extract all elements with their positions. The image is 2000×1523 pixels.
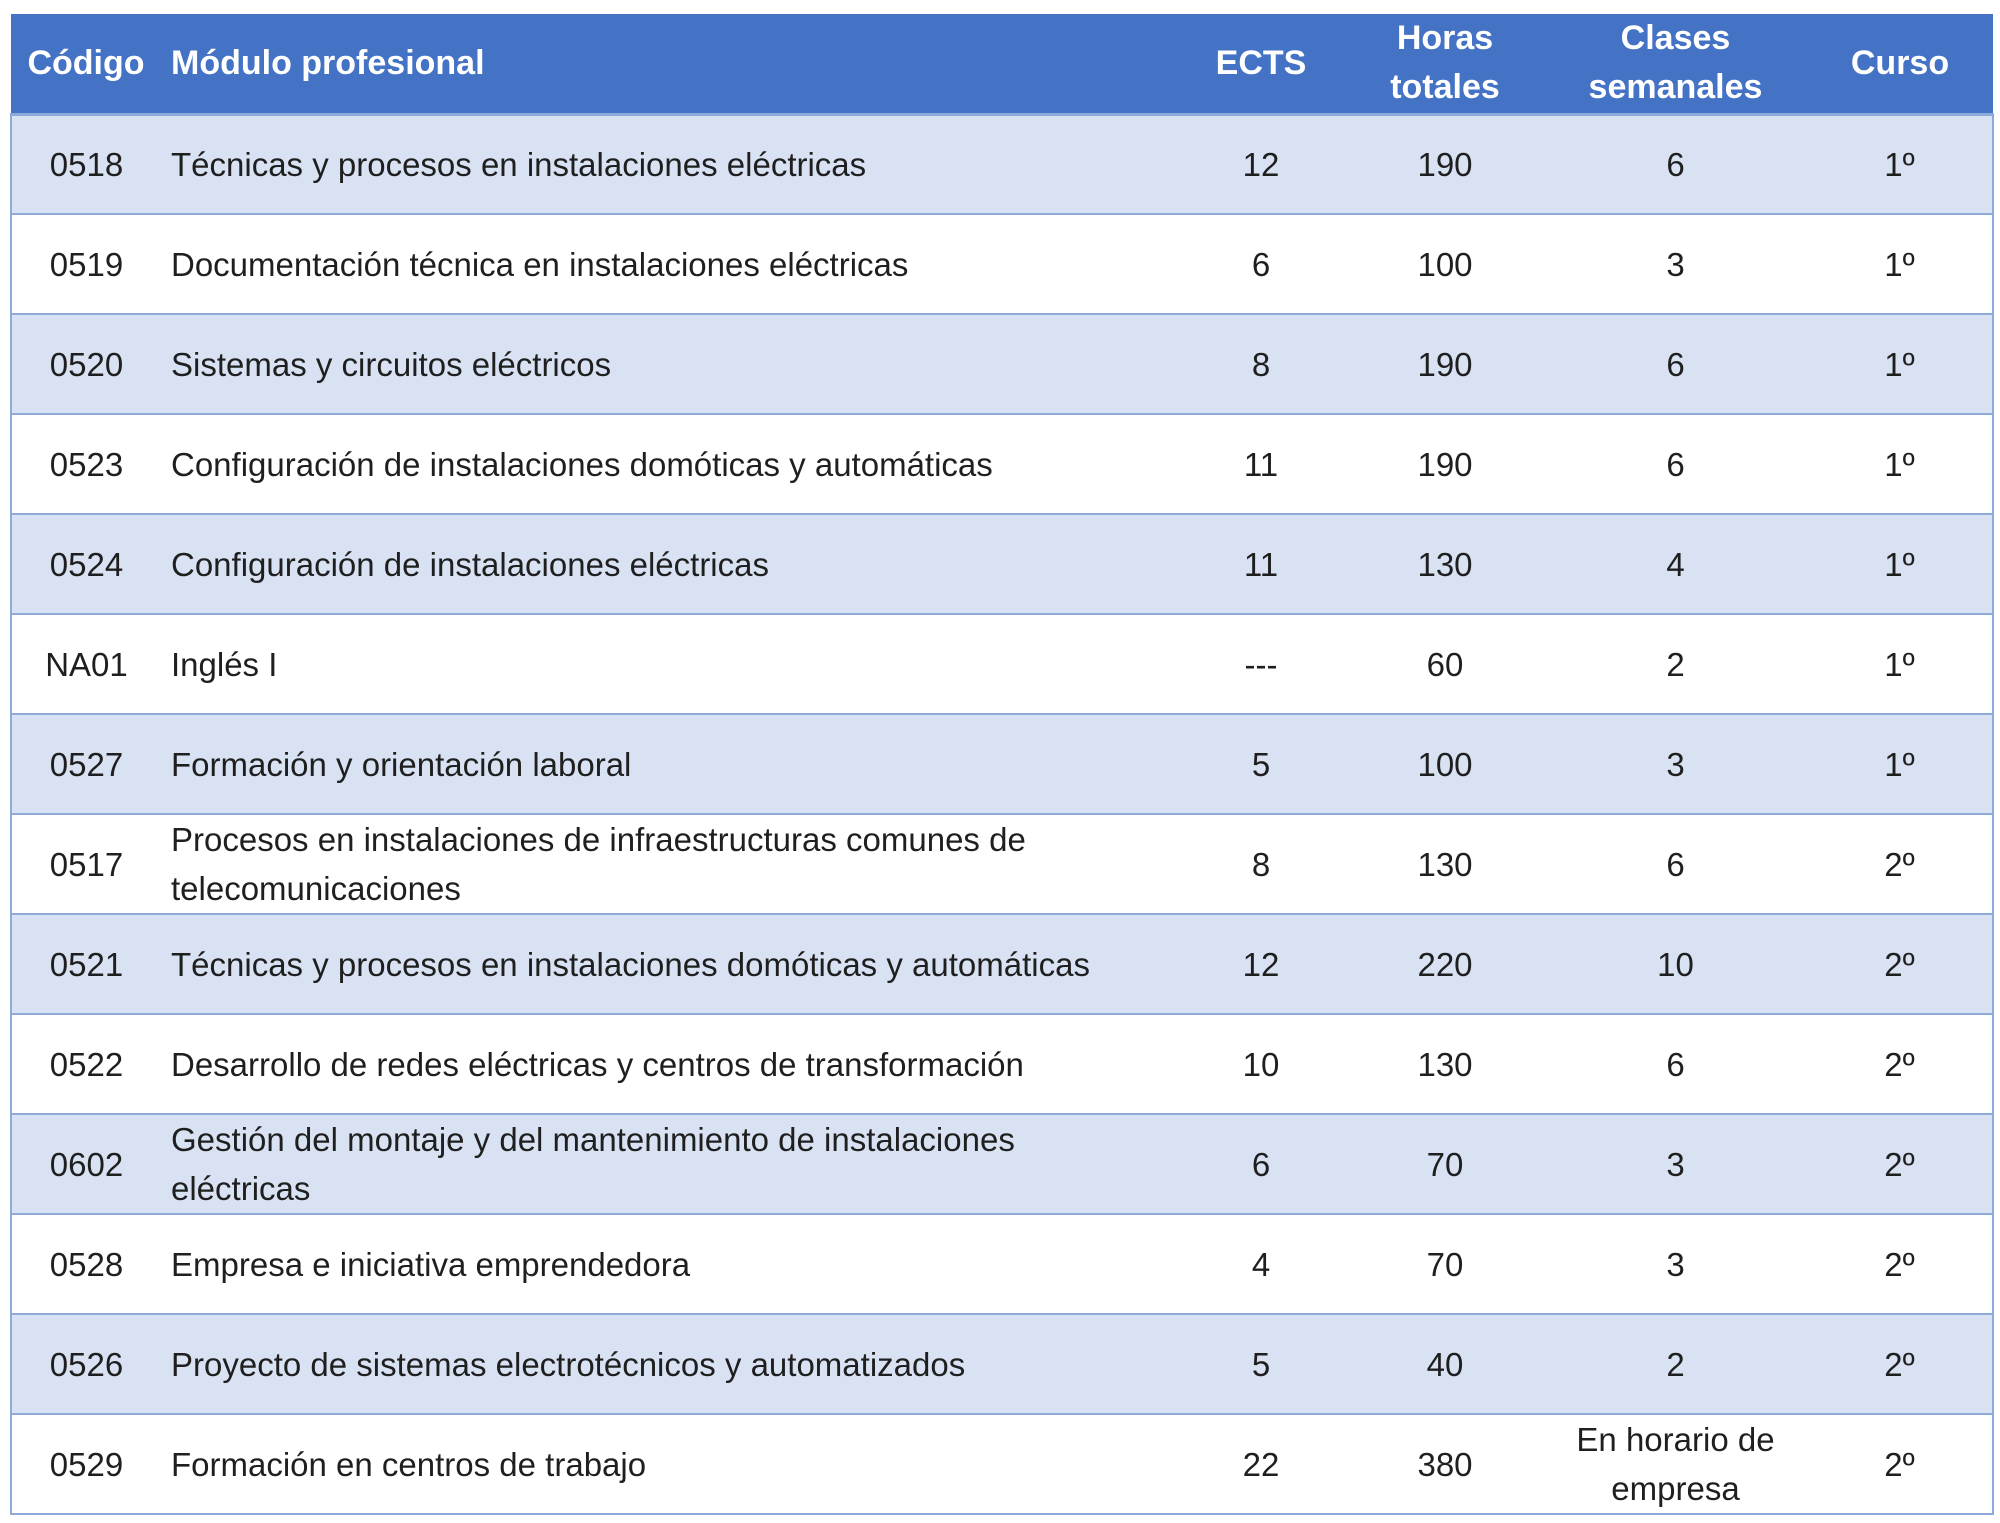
cell-codigo: 0521: [11, 914, 161, 1014]
cell-modulo: Configuración de instalaciones domóticas y automáticas: [161, 414, 1176, 514]
cell-horas: 100: [1346, 714, 1544, 814]
table-row: [11, 1014, 1993, 1114]
table-row: [11, 614, 1993, 714]
cell-clases: 6: [1544, 114, 1807, 214]
cell-modulo: Técnicas y procesos en instalaciones domóticas y automáticas: [161, 914, 1176, 1014]
cell-clases: 4: [1544, 514, 1807, 614]
header-clases-line2: semanales: [1588, 68, 1763, 107]
cell-codigo: 0519: [11, 214, 161, 314]
cell-horas: 380: [1346, 1414, 1544, 1514]
cell-modulo: Inglés I: [161, 614, 1176, 714]
cell-ects: 10: [1176, 1014, 1346, 1114]
cell-curso: 2º: [1807, 1014, 1993, 1114]
cell-clases: 6: [1544, 314, 1807, 414]
cell-modulo: Empresa e iniciativa emprendedora: [161, 1214, 1176, 1314]
cell-horas: 190: [1346, 114, 1544, 214]
table-row: [11, 1414, 1993, 1514]
cell-curso: 1º: [1807, 614, 1993, 714]
table-header: [11, 14, 1993, 114]
header-horas-line2: totales: [1390, 68, 1500, 107]
cell-ects: 12: [1176, 114, 1346, 214]
cell-ects: 4: [1176, 1214, 1346, 1314]
cell-clases: En horario de empresa: [1544, 1414, 1807, 1514]
cell-codigo: 0602: [11, 1114, 161, 1214]
header-horas-line1: Horas: [1396, 19, 1494, 58]
cell-curso: 2º: [1807, 1314, 1993, 1414]
header-curso: Curso: [1807, 14, 1993, 114]
cell-modulo: Técnicas y procesos en instalaciones eléctricas: [161, 114, 1176, 214]
cell-ects: 8: [1176, 814, 1346, 914]
cell-horas: 100: [1346, 214, 1544, 314]
header-clases-line1: Clases: [1620, 19, 1731, 58]
cell-curso: 1º: [1807, 114, 1993, 214]
table-row: [11, 514, 1993, 614]
cell-ects: 5: [1176, 1314, 1346, 1414]
cell-modulo: Procesos en instalaciones de infraestructuras comunes de telecomunicaciones: [161, 814, 1176, 914]
cell-curso: 1º: [1807, 214, 1993, 314]
cell-horas: 130: [1346, 814, 1544, 914]
cell-horas: 40: [1346, 1314, 1544, 1414]
cell-ects: 22: [1176, 1414, 1346, 1514]
cell-curso: 2º: [1807, 914, 1993, 1014]
cell-clases: 3: [1544, 714, 1807, 814]
cell-codigo: 0527: [11, 714, 161, 814]
header-codigo: Código: [11, 14, 161, 114]
header-horas: [1346, 14, 1544, 114]
cell-modulo: Configuración de instalaciones eléctricas: [161, 514, 1176, 614]
table-row: [11, 714, 1993, 814]
modules-table-container: [10, 14, 1992, 1515]
header-ects: ECTS: [1176, 14, 1346, 114]
cell-clases: 6: [1544, 414, 1807, 514]
modules-table: [10, 14, 1994, 1515]
cell-horas: 60: [1346, 614, 1544, 714]
cell-clases: 3: [1544, 214, 1807, 314]
table-row: [11, 914, 1993, 1014]
cell-codigo: 0520: [11, 314, 161, 414]
cell-modulo: Sistemas y circuitos eléctricos: [161, 314, 1176, 414]
cell-curso: 2º: [1807, 1214, 1993, 1314]
cell-codigo: 0522: [11, 1014, 161, 1114]
header-modulo: Módulo profesional: [161, 14, 1176, 114]
cell-ects: 6: [1176, 1114, 1346, 1214]
cell-codigo: 0528: [11, 1214, 161, 1314]
cell-clases: 10: [1544, 914, 1807, 1014]
cell-codigo: 0523: [11, 414, 161, 514]
cell-curso: 1º: [1807, 514, 1993, 614]
cell-curso: 2º: [1807, 1414, 1993, 1514]
cell-modulo: Gestión del montaje y del mantenimiento de instalaciones eléctricas: [161, 1114, 1176, 1214]
cell-modulo: Proyecto de sistemas electrotécnicos y automatizados: [161, 1314, 1176, 1414]
table-row: [11, 814, 1993, 914]
cell-curso: 2º: [1807, 814, 1993, 914]
cell-codigo: 0524: [11, 514, 161, 614]
cell-codigo: 0517: [11, 814, 161, 914]
cell-codigo: 0529: [11, 1414, 161, 1514]
cell-modulo: Desarrollo de redes eléctricas y centros de transformación: [161, 1014, 1176, 1114]
cell-ects: 6: [1176, 214, 1346, 314]
cell-ects: 5: [1176, 714, 1346, 814]
table-body: [11, 114, 1993, 1514]
cell-ects: 12: [1176, 914, 1346, 1014]
cell-clases: 6: [1544, 1014, 1807, 1114]
header-row: [11, 14, 1993, 114]
cell-modulo: Formación y orientación laboral: [161, 714, 1176, 814]
table-row: [11, 314, 1993, 414]
cell-horas: 220: [1346, 914, 1544, 1014]
cell-codigo: 0526: [11, 1314, 161, 1414]
table-row: [11, 214, 1993, 314]
cell-clases: 3: [1544, 1214, 1807, 1314]
cell-horas: 190: [1346, 414, 1544, 514]
header-clases: [1544, 14, 1807, 114]
cell-curso: 1º: [1807, 414, 1993, 514]
cell-horas: 70: [1346, 1214, 1544, 1314]
cell-ects: 11: [1176, 514, 1346, 614]
cell-horas: 130: [1346, 514, 1544, 614]
cell-curso: 2º: [1807, 1114, 1993, 1214]
cell-horas: 70: [1346, 1114, 1544, 1214]
cell-clases: 3: [1544, 1114, 1807, 1214]
table-row: [11, 1114, 1993, 1214]
cell-horas: 130: [1346, 1014, 1544, 1114]
cell-ects: 8: [1176, 314, 1346, 414]
cell-ects: ---: [1176, 614, 1346, 714]
cell-codigo: NA01: [11, 614, 161, 714]
cell-clases: 2: [1544, 614, 1807, 714]
cell-codigo: 0518: [11, 114, 161, 214]
cell-horas: 190: [1346, 314, 1544, 414]
cell-ects: 11: [1176, 414, 1346, 514]
table-row: [11, 114, 1993, 214]
cell-curso: 1º: [1807, 714, 1993, 814]
cell-modulo: Documentación técnica en instalaciones eléctricas: [161, 214, 1176, 314]
table-row: [11, 1214, 1993, 1314]
cell-clases: 6: [1544, 814, 1807, 914]
cell-curso: 1º: [1807, 314, 1993, 414]
cell-modulo: Formación en centros de trabajo: [161, 1414, 1176, 1514]
table-row: [11, 1314, 1993, 1414]
cell-clases: 2: [1544, 1314, 1807, 1414]
table-row: [11, 414, 1993, 514]
